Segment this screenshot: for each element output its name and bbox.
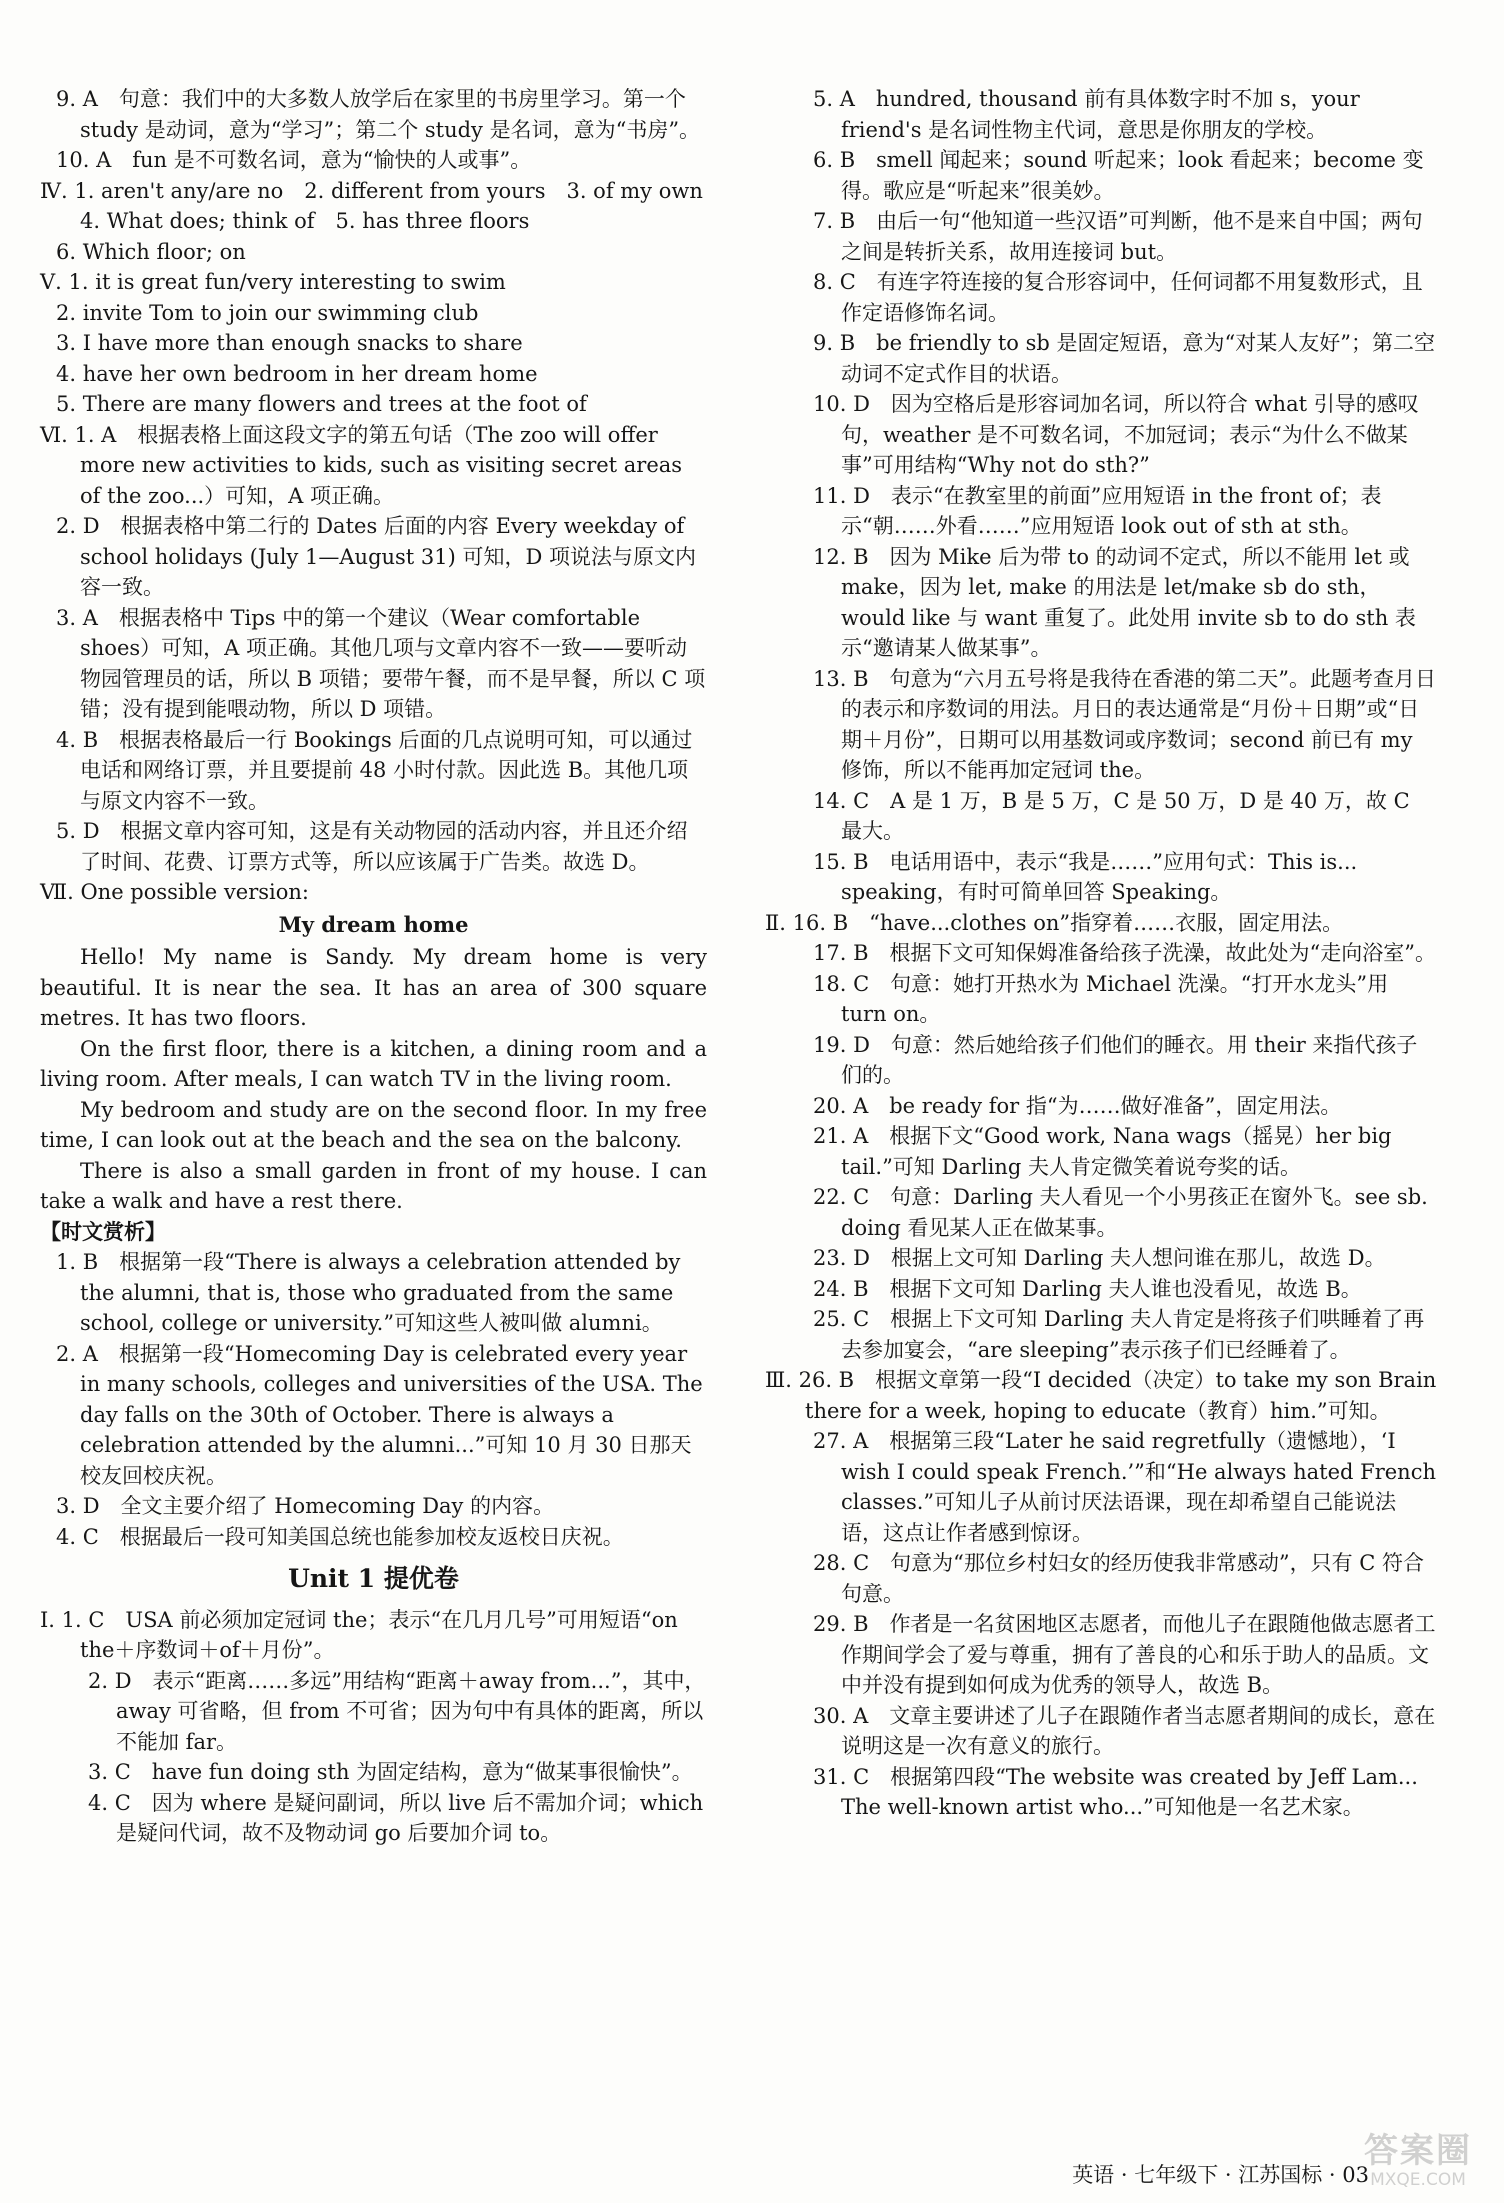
answer-item: 8. C 有连字符连接的复合形容词中，任何词都不用复数形式，且作定语修饰名词。 (813, 270, 1423, 325)
answer-item: 18. C 句意：她打开热水为 Michael 洗澡。“打开水龙头”用 turn on。 (813, 971, 1389, 1026)
answer-item: 24. B 根据下文可知 Darling 夫人谁也没看见，故选 B。 (813, 1276, 1362, 1301)
answer-item: 5. D 根据文章内容可知，这是有关动物园的活动内容，并且还介绍了时间、花费、订票方式等，所以应该属于广告类。故选 D。 (56, 819, 688, 874)
answer-item: 22. C 句意：Darling 夫人看见一个小男孩正在窗外飞。see sb. doing 看见某人正在做某事。 (813, 1185, 1428, 1240)
answer-item: 15. B 电话用语中，表示“我是……”应用句式：This is... speaking，有时可简单回答 Speaking。 (813, 849, 1358, 904)
watermark-logo (1348, 2131, 1488, 2193)
unit-title: Unit 1 提优卷 (288, 1564, 459, 1593)
answer-item: 28. C 句意为“那位乡村妇女的经历使我非常感动”，只有 C 符合句意。 (813, 1551, 1425, 1606)
answer-item: 7. B 由后一句“他知道一些汉语”可判断，他不是来自中国；两句之间是转折关系，故用连接词 but。 (813, 209, 1423, 264)
answer-item: 12. B 因为 Mike 后为带 to 的动词不定式，所以不能用 let 或 make，因为 let, make 的用法是 let/make sb do sth，would like 与 want 重复了。此处用 invite sb to do sth 表示“邀请某人做某事”。 (813, 544, 1416, 660)
answer-item: 21. A 根据下文“Good work, Nana wags（摇晃）her big tail.”可知 Darling 夫人肯定微笑着说夸奖的话。 (813, 1124, 1392, 1179)
answer-item: 14. C A 是 1 万，B 是 5 万，C 是 50 万，D 是 40 万，故 C 最大。 (813, 788, 1410, 843)
essay-title: My dream home (278, 911, 469, 937)
section-heading: 【时文赏析】 (40, 1218, 166, 1244)
answer-item: 27. A 根据第三段“Later he said regretfully（遗憾地），‘I wish I could speak French.’”和“He always hated French classes.”可知儿子从前讨厌法语课，现在却希望自己能说法语，这点让作者感到惊讶。 (813, 1429, 1436, 1545)
answer-item: 5. A hundred, thousand 前有具体数字时不加 s，your friend's 是名词性物主代词，意思是你朋友的学校。 (813, 87, 1360, 142)
answer-item: 3. C have fun doing sth 为固定结构，意为“做某事很愉快”。 (88, 1760, 693, 1784)
answer-item: 30. A 文章主要讲述了儿子在跟随作者当志愿者期间的成长，意在说明这是一次有意义的旅行。 (813, 1703, 1436, 1758)
section-answer-item: Ⅰ. 1. C USA 前必须加定冠词 the；表示“在几月几号”可用短语“on the＋序数词＋of＋月份”。 (40, 1607, 678, 1662)
answer-item: 4. C 因为 where 是疑问副词，所以 live 后不需加介词；which 是疑问代词，故不及物动词 go 后要加介词 to。 (88, 1790, 704, 1845)
answer-item: 10. A fun 是不可数名词，意为“愉快的人或事”。 (56, 148, 532, 172)
answer-item: 25. C 根据上下文可知 Darling 夫人肯定是将孩子们哄睡着了再去参加宴会，“are sleeping”表示孩子们已经睡着了。 (813, 1307, 1425, 1362)
answer-item: 6. B smell 闻起来；sound 听起来；look 看起来；become 变得。歌应是“听起来”很美妙。 (813, 148, 1424, 203)
answer-item: 1. B 根据第一段“There is always a celebration attended by the alumni, that is, those who graduated from the same school, college or university.”可知这些人被叫做 alumni。 (56, 1250, 681, 1335)
essay-paragraph: Hello! My name is Sandy. My dream home is very beautiful. It is near the sea. It has an area of 300 square metres. It has two floors. (40, 945, 707, 1030)
answer-item: 3. D 全文主要介绍了 Homecoming Day 的内容。 (56, 1494, 555, 1518)
right-column (765, 84, 1437, 1823)
essay-paragraph: My bedroom and study are on the second floor. In my free time, I can look out at the beach and the sea on the balcony. (40, 1097, 707, 1152)
answer-item: 19. D 句意：然后她给孩子们他们的睡衣。用 their 来指代孩子们的。 (813, 1032, 1418, 1087)
answer-item: 2. A 根据第一段“Homecoming Day is celebrated every year in many schools, colleges and universities of the USA. The day falls on the 30th of October. There is always a celebration attended by the alumni...”可知 10 月 30 日那天校友回校庆祝。 (56, 1341, 703, 1488)
answer-item: 4. have her own bedroom in her dream home (56, 361, 538, 386)
answer-item: 13. B 句意为“六月五号将是我待在香港的第二天”。此题考查月日的表示和序数词的用法。月日的表达通常是“月份＋日期”或“日期＋月份”，日期可以用基数词或序数词；second 前已有 my 修饰，所以不能再加定冠词 the。 (813, 666, 1436, 782)
section-answer-item: Ⅲ. 26. B 根据文章第一段“I decided（决定）to take my son Brain there for a week, hoping to educate（教育）him.”可知。 (765, 1368, 1437, 1423)
answer-item: 29. B 作者是一名贫困地区志愿者，而他儿子在跟随他做志愿者工作期间学会了爱与尊重，拥有了善良的心和乐于助人的品质。文中并没有提到如何成为优秀的领导人，故选 B。 (813, 1612, 1436, 1697)
essay-paragraph: On the first floor, there is a kitchen, a dining room and a living room. After meals, I can watch TV in the living room. (40, 1036, 707, 1091)
answer-item: 20. A be ready for 指“为……做好准备”，固定用法。 (813, 1093, 1342, 1118)
answer-item: 9. A 句意：我们中的大多数人放学后在家里的书房里学习。第一个 study 是动词，意为“学习”；第二个 study 是名词，意为“书房”。 (56, 87, 701, 142)
answer-item: 3. A 根据表格中 Tips 中的第一个建议（Wear comfortable shoes）可知，A 项正确。其他几项与文章内容不一致——要听动物园管理员的话，所以 B 项错；要带午餐，而不是早餐，所以 C 项错；没有提到能喂动物，所以 D 项错。 (56, 605, 706, 721)
answer-item: 5. There are many flowers and trees at the foot of (56, 392, 587, 416)
answer-item: 2. D 根据表格中第二行的 Dates 后面的内容 Every weekday of school holidays (July 1—August 31) 可知，D 项说法与原文内容一致。 (56, 514, 697, 599)
section-answer-item: Ⅴ. 1. it is great fun/very interesting to swim (40, 270, 506, 294)
watermark-text: 答案圈 (1364, 2131, 1472, 2171)
answer-item: 2. D 表示“距离……多远”用结构“距离＋away from...”，其中，away 可省略，但 from 不可省；因为句中有具体的距离，所以不能加 far。 (88, 1668, 706, 1754)
watermark-url: MXQE.COM (1370, 2170, 1466, 2190)
answer-item: 23. D 根据上文可知 Darling 夫人想问谁在那儿，故选 D。 (813, 1246, 1386, 1270)
answer-item: 2. invite Tom to join our swimming club (56, 300, 479, 325)
section-answer-item: Ⅳ. 1. aren't any/are no 2. different from yours 3. of my own 4. What does; think of 5. has three floors (40, 178, 724, 233)
section-answer-item: Ⅶ. One possible version: (40, 880, 309, 904)
left-column (40, 84, 724, 1849)
answer-item: 4. C 根据最后一段可知美国总统也能参加校友返校日庆祝。 (56, 1524, 624, 1549)
answer-item: 11. D 表示“在教室里的前面”应用短语 in the front of；表示“朝……外看……”应用短语 look out of sth at sth。 (813, 483, 1382, 538)
essay-paragraph: There is also a small garden in front of my house. I can take a walk and have a rest there. (40, 1158, 707, 1213)
page-footer: 英语 · 七年级下 · 江苏国标 · 03 (1072, 2163, 1369, 2187)
answer-item: 6. Which floor; on (56, 239, 246, 264)
answer-item: 17. B 根据下文可知保姆准备给孩子洗澡，故此处为“走向浴室”。 (813, 941, 1436, 965)
answer-item: 4. B 根据表格最后一行 Bookings 后面的几点说明可知，可以通过电话和网络订票，并且要提前 48 小时付款。因此选 B。其他几项与原文内容不一致。 (56, 727, 693, 813)
answer-item: 31. C 根据第四段“The website was created by Jeff Lam... The well-known artist who...”可知他是一名艺术家。 (813, 1764, 1418, 1819)
section-answer-item: Ⅵ. 1. A 根据表格上面这段文字的第五句话（The zoo will offer more new activities to kids, such as visiting secret areas of the zoo...）可知，A 项正确。 (40, 422, 683, 508)
answer-item: 3. I have more than enough snacks to share (56, 331, 523, 355)
section-answer-item: Ⅱ. 16. B “have...clothes on”指穿着……衣服，固定用法。 (765, 910, 1344, 935)
answer-item: 9. B be friendly to sb 是固定短语，意为“对某人友好”；第二空动词不定式作目的状语。 (813, 331, 1435, 386)
answer-item: 10. D 因为空格后是形容词加名词，所以符合 what 引导的感叹句，weather 是不可数名词，不加冠词；表示“为什么不做某事”可用结构“Why not do sth?” (813, 392, 1419, 477)
